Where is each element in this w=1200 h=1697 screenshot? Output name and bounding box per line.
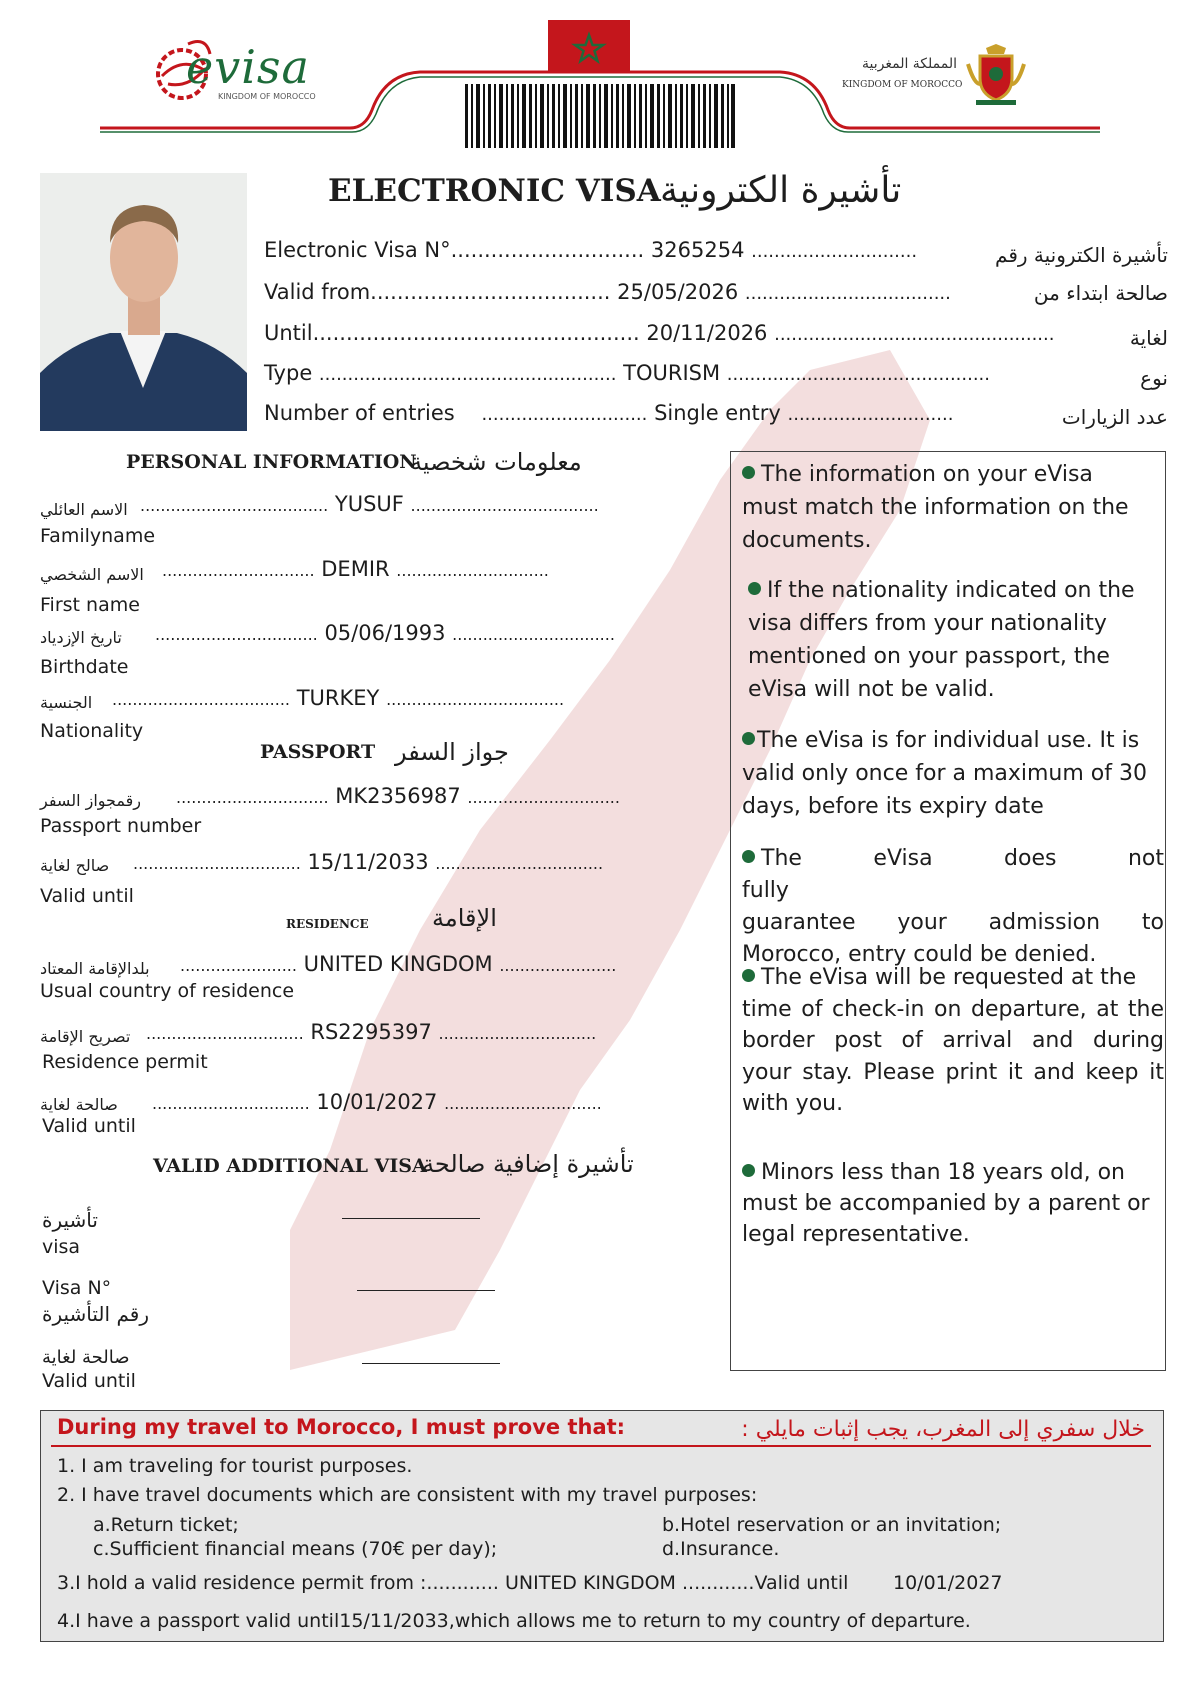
note-3-line: valid only once for a maximum of 30 <box>742 761 1147 786</box>
entries-value: Single entry <box>654 401 781 425</box>
passport-valid-arabic: صالح لغاية <box>40 856 110 875</box>
residence-country-row <box>180 952 616 976</box>
proof-heading-arabic: خلال سفري إلى المغرب، يجب إثبات مايلي : <box>741 1417 1145 1442</box>
nationality-dots: ................................... <box>386 690 565 709</box>
kingdom-english: KINGDOM OF MOROCCO <box>842 80 963 90</box>
birthdate-lead: ................................ <box>155 625 318 644</box>
type-lead: .................................................... <box>318 364 617 385</box>
residence-permit-label: Residence permit <box>42 1051 208 1073</box>
residence-heading: RESIDENCE <box>286 917 369 931</box>
passport-number-value: MK2356987 <box>335 784 461 808</box>
nationality-value: TURKEY <box>296 686 380 710</box>
note-4-line: The eVisa does not fully <box>742 846 1164 903</box>
note-2-line: visa differs from your nationality <box>748 611 1107 636</box>
passport-heading: PASSPORT <box>260 741 376 763</box>
residence-valid-arabic: صالحة لغاية <box>40 1095 118 1114</box>
proof-item-d: d.Insurance. <box>662 1538 780 1560</box>
note-6-line: legal representative. <box>742 1222 970 1247</box>
valid-from-value: 25/05/2026 <box>617 280 739 304</box>
royal-coat-of-arms-icon <box>966 44 1026 106</box>
note-6-line: Minors less than 18 years old, on <box>761 1160 1125 1185</box>
passport-heading-arabic: جواز السفر <box>395 738 509 766</box>
passport-valid-label: Valid until <box>40 885 134 907</box>
proof-heading-underline <box>51 1445 1151 1447</box>
first-name-row <box>162 557 549 581</box>
first-name-value: DEMIR <box>321 557 390 581</box>
note-1-line: must match the information on the <box>742 495 1129 520</box>
until-dots: ................................................. <box>774 324 1055 345</box>
visa-number-dots: ............................. <box>751 241 918 262</box>
residence-permit-lead: ............................... <box>146 1024 304 1043</box>
residence-permit-row <box>146 1020 596 1044</box>
type-arabic: نوع <box>1140 366 1168 390</box>
passport-number-label: Passport number <box>40 815 202 837</box>
note-2-line: If the nationality indicated on the <box>767 578 1135 603</box>
green-bullet-icon <box>742 969 755 982</box>
birthdate-label: Birthdate <box>40 656 129 678</box>
family-name-label: Familyname <box>40 525 156 547</box>
family-name-dots: ..................................... <box>410 496 599 515</box>
note-2 <box>748 574 1170 706</box>
note-2-line: eVisa will not be valid. <box>748 677 995 702</box>
proof-item-4: 4.I have a passport valid until15/11/2033,which allows me to return to my country of departure. <box>57 1610 971 1632</box>
visa-number-value: 3265254 <box>650 238 745 262</box>
residence-country-lead: ....................... <box>180 956 297 975</box>
additional-visa-heading-arabic: تأشيرة إضافية صالحة <box>422 1150 634 1178</box>
proof-item-c: c.Sufficient financial means (70€ per day); <box>93 1538 498 1560</box>
until-value: 20/11/2026 <box>646 321 768 345</box>
proof-box <box>40 1410 1164 1642</box>
nationality-arabic: الجنسية <box>40 693 93 712</box>
valid-from-label: Valid from.................................... <box>264 280 611 304</box>
note-3-line: The eVisa is for individual use. It is <box>757 728 1140 753</box>
passport-number-row <box>176 784 620 808</box>
proof-item-3-mid: ............Valid until <box>682 1572 849 1594</box>
residence-country-label: Usual country of residence <box>40 980 295 1002</box>
proof-heading: During my travel to Morocco, I must prove that: <box>57 1415 626 1439</box>
residence-permit-value: RS2295397 <box>310 1020 432 1044</box>
residence-valid-label: Valid until <box>42 1115 136 1137</box>
until-arabic: لغاية <box>1129 326 1168 350</box>
proof-item-3-country: UNITED KINGDOM <box>504 1572 676 1594</box>
applicant-photo <box>40 173 247 431</box>
visa-number-row <box>264 238 917 262</box>
type-row <box>264 361 990 385</box>
proof-item-a: a.Return ticket; <box>93 1514 239 1536</box>
proof-item-3-pre: 3.I hold a valid residence permit from :............ <box>57 1572 499 1594</box>
additional-valid-blank <box>362 1363 500 1364</box>
entries-label: Number of entries <box>264 401 455 425</box>
residence-permit-dots: ............................... <box>438 1024 597 1043</box>
additional-visa-arabic: تأشيرة <box>42 1208 98 1232</box>
first-name-label: First name <box>40 594 140 616</box>
visa-number-label: Electronic Visa N°............................. <box>264 238 645 262</box>
additional-number-arabic: رقم التأشيرة <box>42 1302 149 1326</box>
proof-item-3-date: 10/01/2027 <box>893 1572 1003 1594</box>
proof-item-1: 1. I am traveling for tourist purposes. <box>57 1455 413 1477</box>
residence-country-value: UNITED KINGDOM <box>303 952 493 976</box>
note-5-line: your stay. Please print it and keep it <box>742 1059 1164 1085</box>
birthdate-row <box>155 621 615 645</box>
family-name-arabic: الاسم العائلي <box>40 500 128 519</box>
type-value: TOURISM <box>623 361 721 385</box>
green-bullet-icon <box>742 466 755 479</box>
green-bullet-icon <box>742 732 755 745</box>
entries-row <box>264 401 953 425</box>
additional-number-blank <box>357 1290 495 1291</box>
note-1-line: The information on your eVisa <box>761 462 1093 487</box>
note-5-line: The eVisa will be requested at the <box>761 965 1137 990</box>
entries-lead: ............................. <box>481 404 648 425</box>
note-5-line: border post of arrival and during <box>742 1028 1164 1053</box>
proof-item-2: 2. I have travel documents which are consistent with my travel purposes: <box>57 1484 758 1506</box>
note-4 <box>742 843 1164 971</box>
passport-number-lead: .............................. <box>176 788 329 807</box>
entries-dots: ............................. <box>787 404 954 425</box>
green-bullet-icon <box>742 1164 755 1177</box>
note-5-line: time of check-in on departure, at the <box>742 996 1164 1022</box>
green-bullet-icon <box>748 582 761 595</box>
residence-permit-arabic: تصريح الإقامة <box>40 1027 131 1046</box>
personal-heading-arabic: معلومات شخصية <box>410 448 582 476</box>
header <box>0 0 1200 150</box>
note-1 <box>742 458 1164 557</box>
family-name-lead: ..................................... <box>140 496 329 515</box>
first-name-arabic: الاسم الشخصي <box>40 565 144 584</box>
note-6-line: must be accompanied by a parent or <box>742 1191 1150 1216</box>
additional-valid-arabic: صالحة لغاية <box>42 1347 130 1368</box>
note-6 <box>742 1157 1164 1250</box>
nationality-label: Nationality <box>40 720 144 742</box>
passport-number-arabic: رقمجواز السفر <box>40 791 141 810</box>
personal-heading: PERSONAL INFORMATION <box>126 451 417 473</box>
residence-valid-row <box>152 1090 602 1114</box>
note-5-line: with you. <box>742 1091 844 1116</box>
type-dots: .............................................. <box>726 364 990 385</box>
residence-country-dots: ....................... <box>499 956 617 975</box>
kingdom-arabic: المملكة المغربية <box>862 56 958 72</box>
passport-valid-row <box>133 850 603 874</box>
visa-number-arabic: تأشيرة الكترونية رقم <box>995 243 1168 267</box>
proof-item-b: b.Hotel reservation or an invitation; <box>662 1514 1002 1536</box>
title-english: ELECTRONIC VISA <box>328 173 661 209</box>
note-1-line: documents. <box>742 528 872 553</box>
note-5 <box>742 962 1164 1120</box>
birthdate-arabic: تاريخ الإزدياد <box>40 628 122 647</box>
note-4-line: Morocco, entry could be denied. <box>742 942 1097 967</box>
passport-valid-lead: ................................. <box>133 854 301 873</box>
residence-valid-value: 10/01/2027 <box>316 1090 438 1114</box>
family-name-value: YUSUF <box>334 492 404 516</box>
residence-valid-lead: ............................... <box>152 1094 310 1113</box>
until-label: Until................................................. <box>264 321 640 345</box>
note-3-line: days, before its expiry date <box>742 794 1044 819</box>
birthdate-dots: ................................ <box>452 625 615 644</box>
title-arabic: تأشيرة الكترونية <box>660 170 902 211</box>
residence-country-arabic: بلدالإقامة المعتاد <box>40 959 150 978</box>
birthdate-value: 05/06/1993 <box>324 621 446 645</box>
logo-subtitle: KINGDOM OF MOROCCO <box>218 92 316 101</box>
passport-valid-value: 15/11/2033 <box>307 850 429 874</box>
additional-visa-label: visa <box>42 1236 81 1258</box>
first-name-dots: .............................. <box>396 561 549 580</box>
flag-of-morocco-icon <box>548 20 630 72</box>
note-4-line: guarantee your admission to <box>742 910 1164 935</box>
additional-visa-heading: VALID ADDITIONAL VISA <box>153 1155 427 1177</box>
entries-arabic: عدد الزيارات <box>1061 405 1168 429</box>
evisa-logo <box>148 36 328 108</box>
family-name-row <box>140 492 599 516</box>
type-label: Type <box>264 361 313 385</box>
passport-valid-dots: ................................. <box>435 854 604 873</box>
proof-item-3 <box>57 1572 848 1594</box>
residence-valid-dots: ............................... <box>444 1094 602 1113</box>
additional-number-label: Visa N° <box>42 1277 112 1299</box>
until-row <box>264 321 1054 345</box>
note-3 <box>742 724 1164 823</box>
barcode-icon <box>465 84 735 148</box>
additional-valid-label: Valid until <box>42 1370 136 1392</box>
nationality-row <box>112 686 564 710</box>
residence-heading-arabic: الإقامة <box>432 904 497 932</box>
valid-from-row <box>264 280 951 304</box>
first-name-lead: .............................. <box>162 561 315 580</box>
passport-number-dots: .............................. <box>467 788 620 807</box>
nationality-lead: ................................... <box>112 690 291 709</box>
note-2-line: mentioned on your passport, the <box>748 644 1110 669</box>
green-bullet-icon <box>742 850 755 863</box>
valid-from-arabic: صالحة ابتداء من <box>1033 281 1168 305</box>
valid-from-dots: .................................... <box>744 283 951 304</box>
additional-visa-blank <box>342 1218 480 1219</box>
logo-text: evisa <box>186 40 310 94</box>
